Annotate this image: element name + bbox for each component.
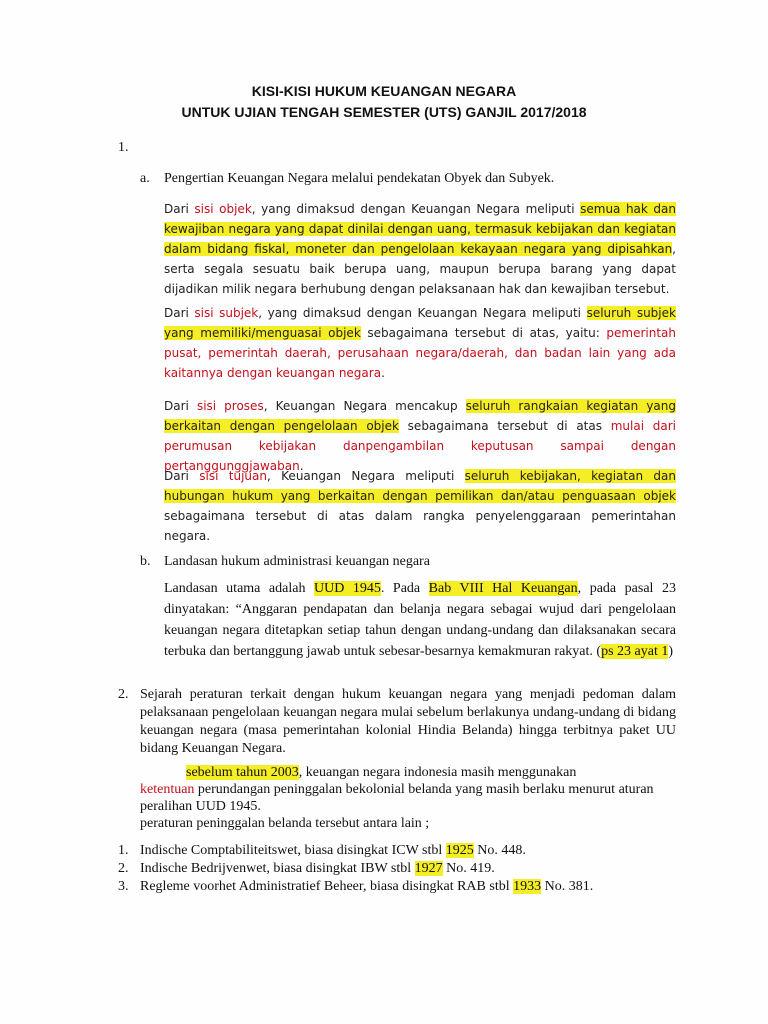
section-2-block <box>140 764 680 832</box>
list-number: 3. <box>118 879 129 894</box>
document-title-line2: UNTUK UJIAN TENGAH SEMESTER (UTS) GANJIL 2017/2018 <box>181 104 587 120</box>
highlight-text: seluruh kebijakan, kegiatan dan hubungan hukum yang berkaitan dengan pemilikan dan/atau penguasaan objek <box>164 469 676 503</box>
red-text: pemerintah pusat, pemerintah daerah, perusahaan negara/daerah, dan badan lain yang ada kaitannya dengan keuangan negara <box>164 326 676 380</box>
section-1b-heading-text: Landasan hukum administrasi keuangan negara <box>164 554 430 569</box>
document-title-line1: KISI-KISI HUKUM KEUANGAN NEGARA <box>251 83 517 99</box>
highlight-sebelum-2003: sebelum tahun 2003 <box>186 765 299 780</box>
highlight-uud-1945: UUD 1945 <box>314 581 381 596</box>
text-span: sebagaimana tersebut di atas, yaitu: <box>360 326 607 340</box>
paragraph-peninggalan: peraturan peninggalan belanda tersebut antara lain ; <box>140 816 430 831</box>
text-span: , yang dimaksud dengan Keuangan Negara meliputi <box>258 306 587 320</box>
text-span: Dari <box>164 202 195 216</box>
highlight-text: semua hak dan kewajiban negara yang dapat dinilai dengan uang, termasuk kebijakan dan kegiatan dalam bidang fiskal, moneter dan pengelolaan kekayaan negara yang dipisahkan <box>164 202 676 256</box>
text-span: . Pada <box>380 581 429 596</box>
paragraph-sisi-subjek <box>164 303 676 383</box>
text-span: sebagaimana tersebut di atas <box>398 419 611 433</box>
text-span: , Keuangan Negara mencakup <box>263 399 466 413</box>
text-span: sebagaimana tersebut di atas dalam rangka penyelenggaraan pemerintahan negara. <box>164 509 676 543</box>
section-1a-heading-text: Pengertian Keuangan Negara melalui pendekatan Obyek dan Subyek. <box>164 171 555 186</box>
highlight-pasal-23: ps 23 ayat 1 <box>601 644 669 659</box>
term-sisi-tujuan: sisi tujuan <box>199 469 267 483</box>
text-span: . <box>381 366 385 380</box>
section-2-text: Sejarah peraturan terkait dengan hukum keuangan negara yang menjadi pedoman dalam pelaksanaan pengelolaan keuangan negara mulai sebelum berlakunya undang-undang di bidang keuangan negara (masa pemerintahan kolonial Hindia Belanda) hingga terbitnya paket UU bidang Keuangan Negara. <box>140 687 676 756</box>
highlight-text: seluruh rangkaian kegiatan yang berkaitan dengan pengelolaan objek <box>164 399 677 433</box>
text-span: , keuangan negara indonesia masih menggunakan <box>298 765 577 780</box>
text-span: , yang dimaksud dengan Keuangan Negara meliputi <box>251 202 581 216</box>
highlight-text: seluruh subjek yang memiliki/menguasai objek <box>164 306 676 340</box>
list-number: 2. <box>118 861 129 876</box>
paragraph-sisi-objek <box>164 199 676 299</box>
text-span: ) <box>668 644 673 659</box>
list-item <box>118 842 593 860</box>
text-span: , serta segala sesuatu baik berupa uang, maupun berupa barang yang dapat dijadikan milik negara berhubung dengan pelaksanaan hak dan kewajiban tersebut. <box>164 242 676 296</box>
text-span: Dari <box>164 469 200 483</box>
red-text: mulai dari perumusan kebijakan danpengambilan keputusan sampai dengan pertanggunggjawaban <box>164 419 677 473</box>
section-1b-label: b. <box>140 554 151 569</box>
regulation-list <box>118 842 593 896</box>
section-1a-label: a. <box>140 171 150 186</box>
paragraph-sisi-tujuan <box>164 466 676 546</box>
term-sisi-subjek: sisi subjek <box>194 306 259 320</box>
list-text: Regleme voorhet Administratief Beheer, biasa disingkat RAB stbl <box>140 879 514 894</box>
section-1a-heading <box>140 171 554 187</box>
indent <box>140 765 186 780</box>
list-item <box>118 860 593 878</box>
text-span: Landasan utama adalah <box>164 581 314 596</box>
section-1-number: 1. <box>118 140 129 155</box>
list-text: No. 419. <box>442 861 495 876</box>
text-span: . <box>299 459 304 473</box>
term-sisi-proses: sisi proses <box>196 399 264 413</box>
list-text: No. 448. <box>473 843 526 858</box>
term-sisi-objek: sisi objek <box>194 202 252 216</box>
text-span: , Keuangan Negara meliputi <box>266 469 465 483</box>
text-span: Dari <box>164 306 195 320</box>
paragraph-sebelum-2003 <box>140 764 680 815</box>
section-2-number: 2. <box>118 687 129 702</box>
paragraph-landasan-hukum <box>164 578 676 662</box>
list-number: 1. <box>118 843 129 858</box>
text-span: Dari <box>164 399 197 413</box>
highlight-year: 1925 <box>445 843 474 858</box>
section-2 <box>118 686 676 758</box>
list-text: No. 381. <box>541 879 594 894</box>
section-1b-heading <box>140 554 430 570</box>
list-text: Indische Comptabiliteitswet, biasa disingkat ICW stbl <box>140 843 446 858</box>
text-span: perundangan peninggalan bekolonial belanda yang masih berlaku menurut aturan peralihan UUD 1945. <box>140 782 654 814</box>
highlight-bab-viii: Bab VIII Hal Keuangan <box>428 581 578 596</box>
text-span: , pada pasal 23 dinyatakan: “Anggaran pendapatan dan belanja negara sebagai wujud dari pengelolaan keuangan negara ditetapkan setiap tahun dengan undang-undang dan dilaksanakan secara terbuka dan bertanggung jawab untuk sebesar-besarnya kemakmuran rakyat. ( <box>164 581 676 659</box>
list-item <box>118 878 593 896</box>
highlight-year: 1933 <box>513 879 542 894</box>
paragraph-sisi-proses <box>164 396 676 476</box>
highlight-year: 1927 <box>414 861 443 876</box>
list-text: Indische Bedrijvenwet, biasa disingkat IBW stbl <box>140 861 415 876</box>
red-ketentuan: ketentuan <box>140 782 195 797</box>
